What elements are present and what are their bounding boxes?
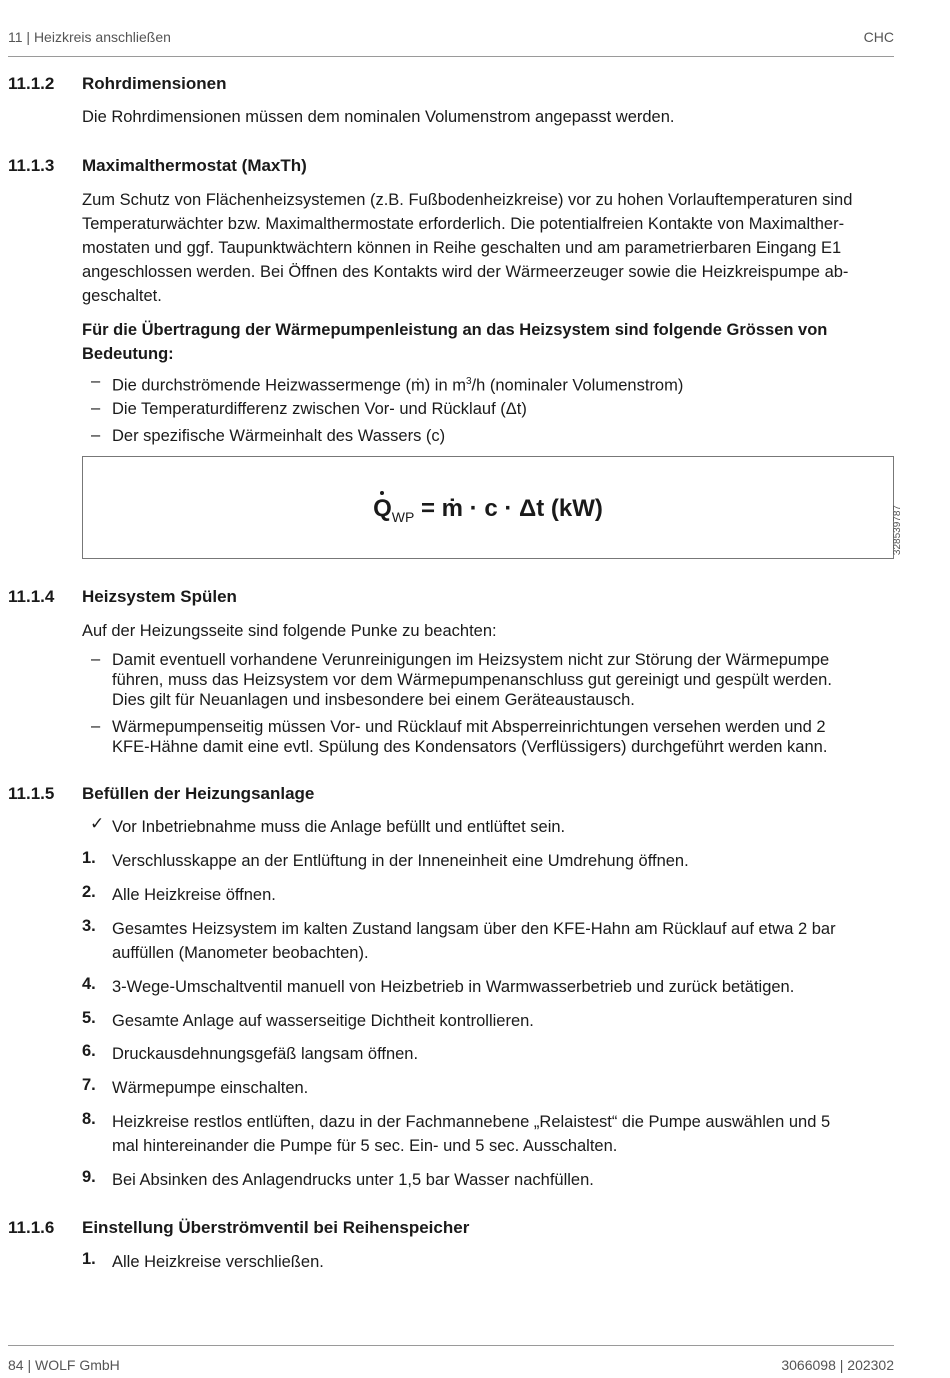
step-text: Druckausdehnungsgefäß langsam öffnen. bbox=[112, 1045, 419, 1063]
dash-bullet: – bbox=[91, 399, 101, 417]
step-number: 1. bbox=[82, 1250, 96, 1268]
paragraph-line: mostaten und ggf. Taupunktwächtern können in Reihe geschalten und am parametrierbaren Eingang E1 bbox=[82, 239, 842, 257]
step-number: 6. bbox=[82, 1042, 96, 1060]
q-dot-symbol: Q bbox=[373, 495, 392, 522]
bullet-text: Die durchströmende Heizwassermenge (ṁ) in $m^3/h$ (nominaler Volumenstrom) bbox=[112, 376, 684, 395]
paragraph: Die Rohrdimensionen müssen dem nominalen Volumenstrom angepasst werden. bbox=[82, 108, 675, 126]
formula-box bbox=[82, 456, 894, 559]
step-text: Alle Heizkreise öffnen. bbox=[112, 886, 276, 904]
bullet-line: führen, muss das Heizsystem vor dem Wärmepumpenanschluss gut gereinigt und gespült werden. bbox=[112, 671, 832, 689]
prerequisite: Vor Inbetriebnahme muss die Anlage befüllt und entlüftet sein. bbox=[112, 818, 566, 836]
bullet-text: Der spezifische Wärmeinhalt des Wassers (c) bbox=[112, 427, 446, 445]
header-rule bbox=[8, 56, 894, 57]
heat-output-formula: $Q_{WP}$ = ṁ · c · Δt (kW) bbox=[373, 495, 603, 525]
section-title: Rohrdimensionen bbox=[82, 74, 227, 93]
step-number: 7. bbox=[82, 1076, 96, 1094]
paragraph-line: geschaltet. bbox=[82, 287, 162, 305]
step-number: 5. bbox=[82, 1009, 96, 1027]
step-text: Gesamte Anlage auf wasserseitige Dichtheit kontrollieren. bbox=[112, 1012, 534, 1030]
step-number: 8. bbox=[82, 1110, 96, 1128]
section-number: 11.1.3 bbox=[8, 156, 55, 175]
bullet-line: Damit eventuell vorhandene Verunreinigungen im Heizsystem nicht zur Störung der Wärmepumpe bbox=[112, 651, 830, 669]
paragraph-line: Zum Schutz von Flächenheizsystemen (z.B. Fußbodenheizkreise) vor zu hohen Vorlauftemperaturen sind bbox=[82, 191, 853, 209]
step-number: 9. bbox=[82, 1168, 96, 1186]
dash-bullet: – bbox=[91, 650, 101, 668]
step-text: Bei Absinken des Anlagendrucks unter 1,5 bar Wasser nachfüllen. bbox=[112, 1171, 594, 1189]
header-chapter: 11 | Heizkreis anschließen bbox=[8, 29, 171, 45]
step-text: 3-Wege-Umschaltventil manuell von Heizbetrieb in Warmwasserbetrieb und zurück betätigen. bbox=[112, 978, 795, 996]
bullet-line: Wärmepumpenseitig müssen Vor- und Rücklauf mit Absperreinrichtungen versehen werden und 2 bbox=[112, 718, 826, 736]
section-number: 11.1.5 bbox=[8, 784, 55, 803]
footer-rule bbox=[8, 1345, 894, 1346]
step-text: Verschlusskappe an der Entlüftung in der Inneneinheit eine Umdrehung öffnen. bbox=[112, 852, 689, 870]
section-number: 11.1.4 bbox=[8, 587, 55, 606]
step-number: 2. bbox=[82, 883, 96, 901]
footer-page: 84 | WOLF GmbH bbox=[8, 1357, 120, 1373]
paragraph-line: angeschlossen werden. Bei Öffnen des Kontakts wird der Wärmeerzeuger sowie die Heizkreispumpe ab- bbox=[82, 263, 849, 281]
dash-bullet: – bbox=[91, 372, 101, 390]
step-number: 4. bbox=[82, 975, 96, 993]
bullet-line: Dies gilt für Neuanlagen und insbesondere bei einem Geräteaustausch. bbox=[112, 691, 635, 709]
figure-code: 328539787 bbox=[892, 505, 903, 556]
section-number: 11.1.2 bbox=[8, 74, 55, 93]
step-text: Alle Heizkreise verschließen. bbox=[112, 1253, 324, 1271]
step-text: Heizkreise restlos entlüften, dazu in der Fachmannebene „Relaistest“ die Pumpe auswählen und 5 bbox=[112, 1113, 831, 1131]
section-title: Maximalthermostat (MaxTh) bbox=[82, 156, 307, 175]
paragraph-line: Temperaturwächter bzw. Maximalthermostate erforderlich. Die potentialfreien Kontakte von Maximalther- bbox=[82, 215, 845, 233]
step-text: auffüllen (Manometer beobachten). bbox=[112, 944, 369, 962]
footer-docnumber: 3066098 | 202302 bbox=[781, 1357, 894, 1373]
step-text: Gesamtes Heizsystem im kalten Zustand langsam über den KFE-Hahn am Rücklauf auf etwa 2 bar bbox=[112, 920, 836, 938]
bullet-line: KFE-Hähne damit eine evtl. Spülung des Kondensators (Verflüssigers) durchgeführt werden kann. bbox=[112, 738, 828, 756]
header-product: CHC bbox=[863, 29, 894, 45]
section-title: Einstellung Überströmventil bei Reihenspeicher bbox=[82, 1218, 470, 1237]
dash-bullet: – bbox=[91, 426, 101, 444]
step-number: 3. bbox=[82, 917, 96, 935]
section-title: Heizsystem Spülen bbox=[82, 587, 237, 606]
bullet-text: Die Temperaturdifferenz zwischen Vor- und Rücklauf (Δt) bbox=[112, 400, 527, 418]
step-text: mal hintereinander die Pumpe für 5 sec. Ein- und 5 sec. Ausschalten. bbox=[112, 1137, 618, 1155]
step-text: Wärmepumpe einschalten. bbox=[112, 1079, 309, 1097]
step-number: 1. bbox=[82, 849, 96, 867]
checkmark-icon: ✓ bbox=[90, 814, 105, 833]
bold-paragraph-line: Bedeutung: bbox=[82, 345, 174, 363]
section-title: Befüllen der Heizungsanlage bbox=[82, 784, 315, 803]
paragraph: Auf der Heizungsseite sind folgende Punke zu beachten: bbox=[82, 622, 497, 640]
dash-bullet: – bbox=[91, 717, 101, 735]
section-number: 11.1.6 bbox=[8, 1218, 55, 1237]
bold-paragraph-line: Für die Übertragung der Wärmepumpenleistung an das Heizsystem sind folgende Grössen von bbox=[82, 321, 828, 339]
